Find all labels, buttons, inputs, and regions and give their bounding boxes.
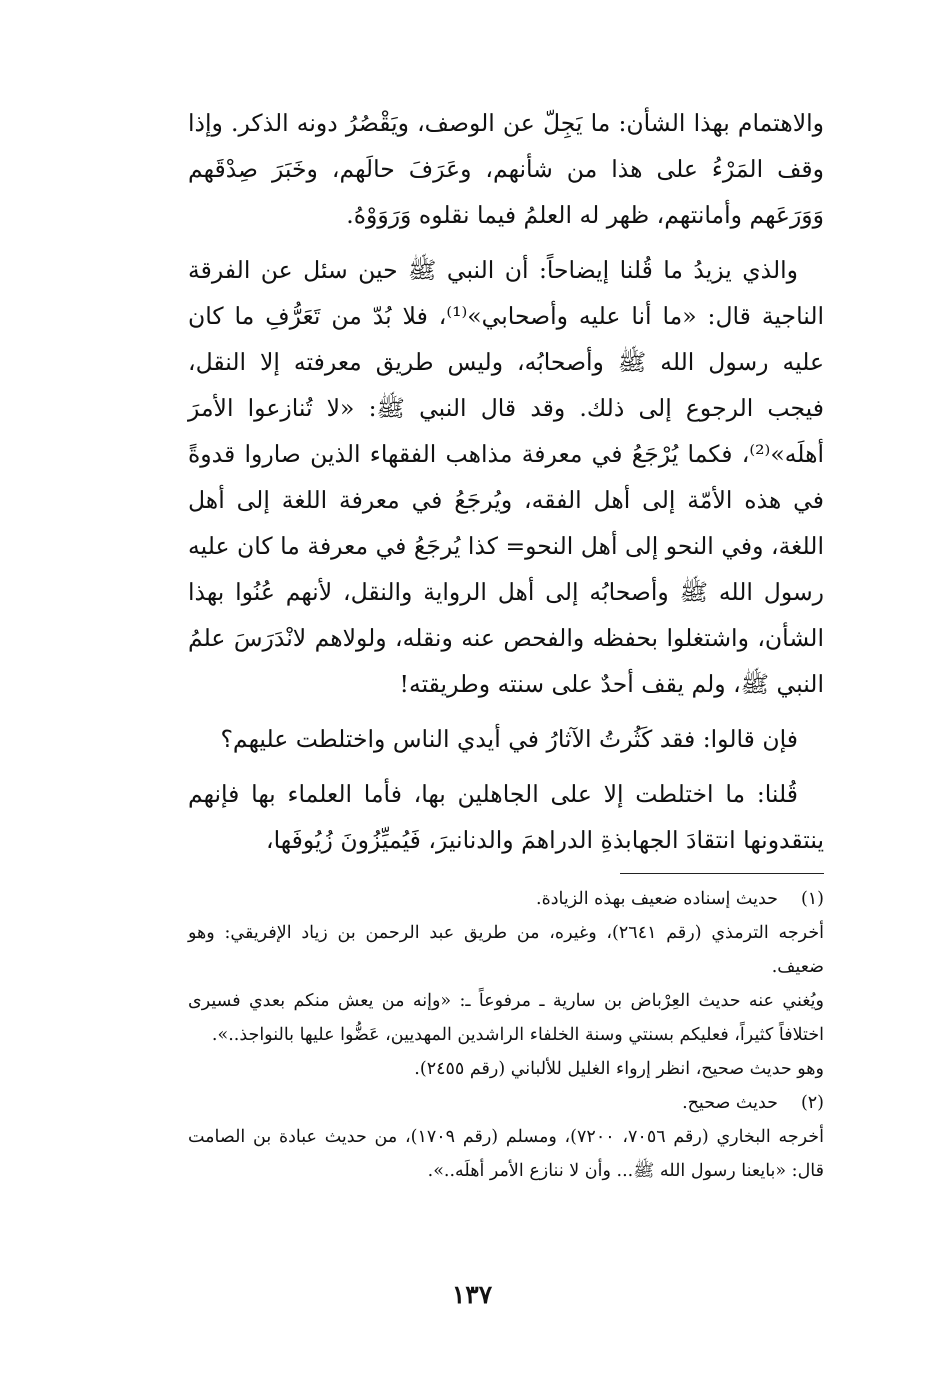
footnote-line: أخرجه الترمذي (رقم ٢٦٤١)، وغيره، من طريق عبد الرحمن بن زياد الإفريقي: وهو ضعيف. bbox=[188, 923, 824, 977]
paragraph-1: والاهتمام بهذا الشأن: ما يَجِلّ عن الوصف، ويَقْصُرُ دونه الذكر. وإذا وقف المَرْءُ على هذا من شأنهم، وعَرَفَ حالَهم، وخَبَرَ صِدْقَهم وَوَرَعَهم وأمانتهم، ظهر له العلمُ فيما نقلوه وَرَوَوْهُ. bbox=[188, 109, 824, 229]
footnote-1 bbox=[188, 882, 824, 1086]
footnote-line: أخرجه البخاري (رقم ٧٠٥٦، ٧٢٠٠)، ومسلم (رقم ١٧٠٩)، من حديث عبادة بن الصامت قال: «بايعنا رسول الله ﷺ... وأن لا ننازع الأمر أهلَه..». bbox=[188, 1127, 824, 1181]
footnote-2 bbox=[188, 1086, 824, 1188]
paragraph-4: قُلنا: ما اختلطت إلا على الجاهلين بها، فأما العلماء بها فإنهم ينتقدونها انتقادَ الجهابذةِ الدراهمَ والدنانيرَ، فَيُميِّزُونَ زُيُوفَها، bbox=[188, 780, 824, 854]
footnote-number: (٢) bbox=[800, 1093, 824, 1113]
footnote-number: (١) bbox=[800, 889, 824, 909]
footnote-line: حديث إسناده ضعيف بهذه الزيادة. bbox=[536, 889, 778, 909]
footnote-body bbox=[188, 1086, 824, 1188]
page-number: ١٣٧ bbox=[451, 1280, 493, 1309]
paragraph-2: والذي يزيدُ ما قُلنا إيضاحاً: أن النبي ﷺ حين سئل عن الفرقة الناجية قال: «ما أنا عليه وأصحابي»⁽¹⁾، فلا بُدّ من تَعَرُّفِ ما كان عليه رسول الله ﷺ وأصحابُه، وليس طريق معرفته إلا النقل، فيجب الرجوع إلى ذلك. وقد قال النبي ﷺ: «لا تُنازعوا الأمرَ أهلَه»⁽²⁾، فكما يُرْجَعُ في معرفة مذاهب الفقهاء الذين صاروا قدوةً في هذه الأمّة إلى أهل الفقه، ويُرجَعُ في معرفة اللغة إلى أهل اللغة، وفي النحو إلى أهل النحو= كذا يُرجَعُ في معرفة ما كان عليه رسول الله ﷺ وأصحابُه إلى أهل الرواية والنقل، لأنهم عُنُوا بهذا الشأن، واشتغلوا بحفظه والفحص عنه ونقله، ولولاهم لانْدَرَسَ علمُ النبي ﷺ، ولم يقف أحدٌ على سنته وطريقته! bbox=[188, 256, 825, 698]
main-text bbox=[188, 100, 824, 872]
footnote-line: ويُغني عنه حديث العِرْباض بن سارية ـ مرفوعاً ـ: «وإنه من يعش منكم بعدي فسيرى اختلافاً كثيراً، فعليكم بسنتي وسنة الخلفاء الراشدين المهديين، عَضُّوا عليها بالنواجذ..». bbox=[188, 991, 824, 1045]
footnote-separator bbox=[620, 873, 824, 874]
paragraph-3: فإن قالوا: فقد كَثُرتُ الآثارُ في أيدي الناس واختلطت عليهم؟ bbox=[220, 725, 798, 753]
footnote-line: حديث صحيح. bbox=[682, 1093, 778, 1113]
footnote-body bbox=[188, 882, 824, 1086]
footnote-line: وهو حديث صحيح، انظر إرواء الغليل للألباني (رقم ٢٤٥٥). bbox=[414, 1059, 824, 1079]
footnotes bbox=[188, 882, 824, 1188]
